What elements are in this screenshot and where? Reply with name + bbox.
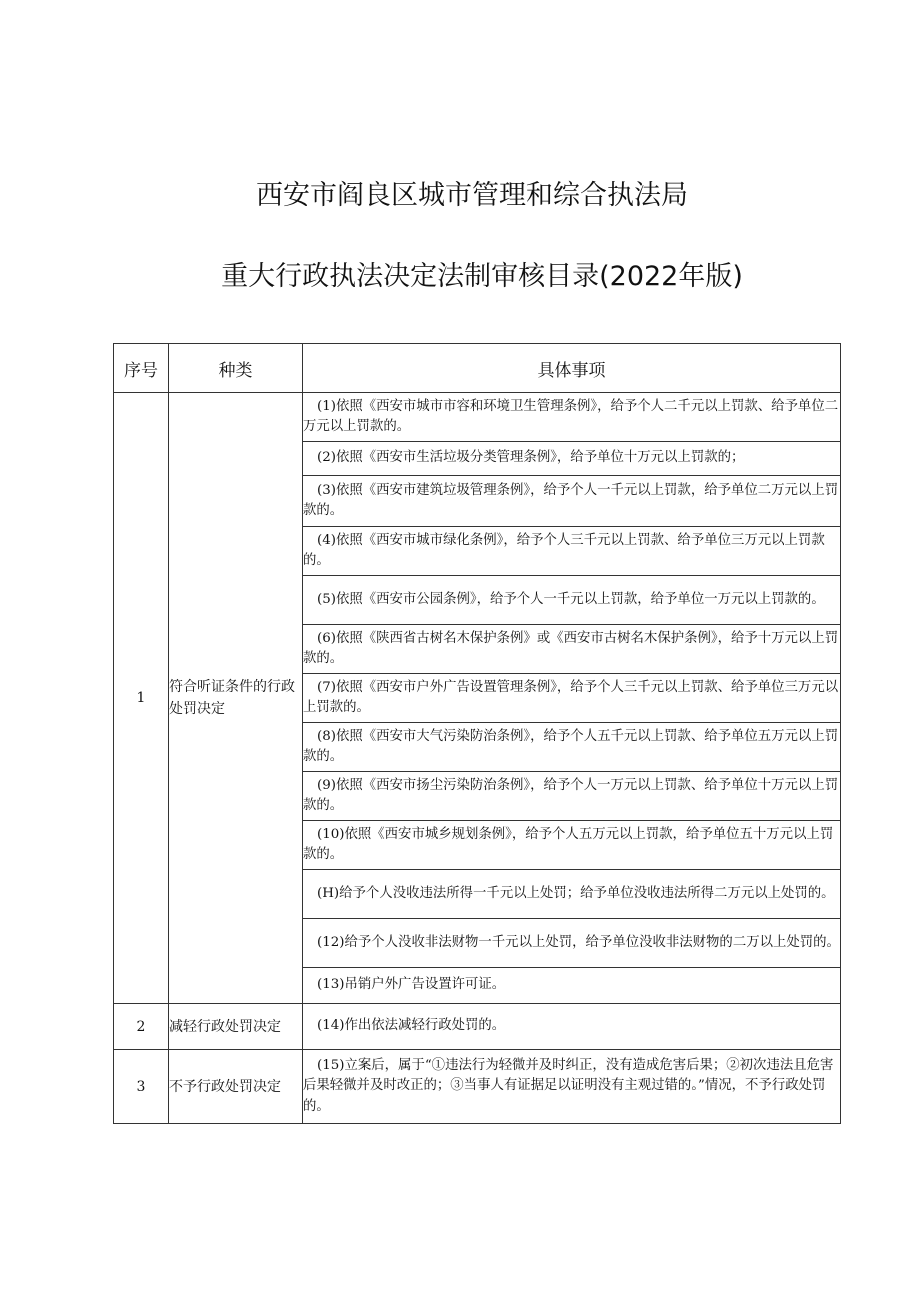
item-cell: (15)立案后，属于“①违法行为轻微并及时纠正，没有造成危害后果；②初次违法且危害后果轻微并及时改正的；③当事人有证据足以证明没有主观过错的。”情况，不予行政处罚的。 [303,1050,841,1124]
table-row [114,1050,841,1124]
item-cell: (7)依照《西安市户外广告设置管理条例》，给予个人三千元以上罚款、给予单位三万元以上罚款的。 [303,674,841,723]
group-index: 1 [114,393,169,1004]
item-cell: (14)作出依法减轻行政处罚的。 [303,1004,841,1050]
item-cell: (10)依照《西安市城乡规划条例》，给予个人五万元以上罚款，给予单位五十万元以上罚款的。 [303,821,841,870]
group-index: 2 [114,1004,169,1050]
group-category: 符合听证条件的行政处罚决定 [169,393,303,1004]
table-row [114,1004,841,1050]
item-cell: (6)依照《陕西省古树名木保护条例》或《西安市古树名木保护条例》，给予十万元以上罚款的。 [303,625,841,674]
item-cell: (1)依照《西安市城市市容和环境卫生管理条例》，给予个人二千元以上罚款、给予单位二万元以上罚款的。 [303,393,841,442]
document-title: 西安市阎良区城市管理和综合执法局 [256,180,688,211]
item-cell: (3)依照《西安市建筑垃圾管理条例》，给予个人一千元以上罚款，给予单位二万元以上罚款的。 [303,476,841,527]
header-category: 种类 [169,344,303,393]
item-cell: (2)依照《西安市生活垃圾分类管理条例》，给予单位十万元以上罚款的； [303,442,841,476]
header-details: 具体事项 [303,344,841,393]
item-cell: (9)依照《西安市扬尘污染防治条例》，给予个人一万元以上罚款、给予单位十万元以上罚款的。 [303,772,841,821]
group-index: 3 [114,1050,169,1124]
table-row [114,393,841,442]
document-subtitle: 重大行政执法决定法制审核目录(2022年版) [221,261,743,292]
review-catalog-table [113,343,841,1124]
item-cell: (5)依照《西安市公园条例》，给予个人一千元以上罚款，给予单位一万元以上罚款的。 [303,576,841,625]
item-cell: (8)依照《西安市大气污染防治条例》，给予个人五千元以上罚款、给予单位五万元以上罚款的。 [303,723,841,772]
header-index: 序号 [114,344,169,393]
item-cell: (4)依照《西安市城市绿化条例》，给予个人三千元以上罚款、给予单位三万元以上罚款的。 [303,527,841,576]
item-cell: (H)给予个人没收违法所得一千元以上处罚；给予单位没收违法所得二万元以上处罚的。 [303,870,841,919]
group-category: 不予行政处罚决定 [169,1050,303,1124]
item-cell: (13)吊销户外广告设置许可证。 [303,968,841,1004]
item-cell: (12)给予个人没收非法财物一千元以上处罚，给予单位没收非法财物的二万以上处罚的。 [303,919,841,968]
group-category: 减轻行政处罚决定 [169,1004,303,1050]
table-header-row [114,344,841,393]
